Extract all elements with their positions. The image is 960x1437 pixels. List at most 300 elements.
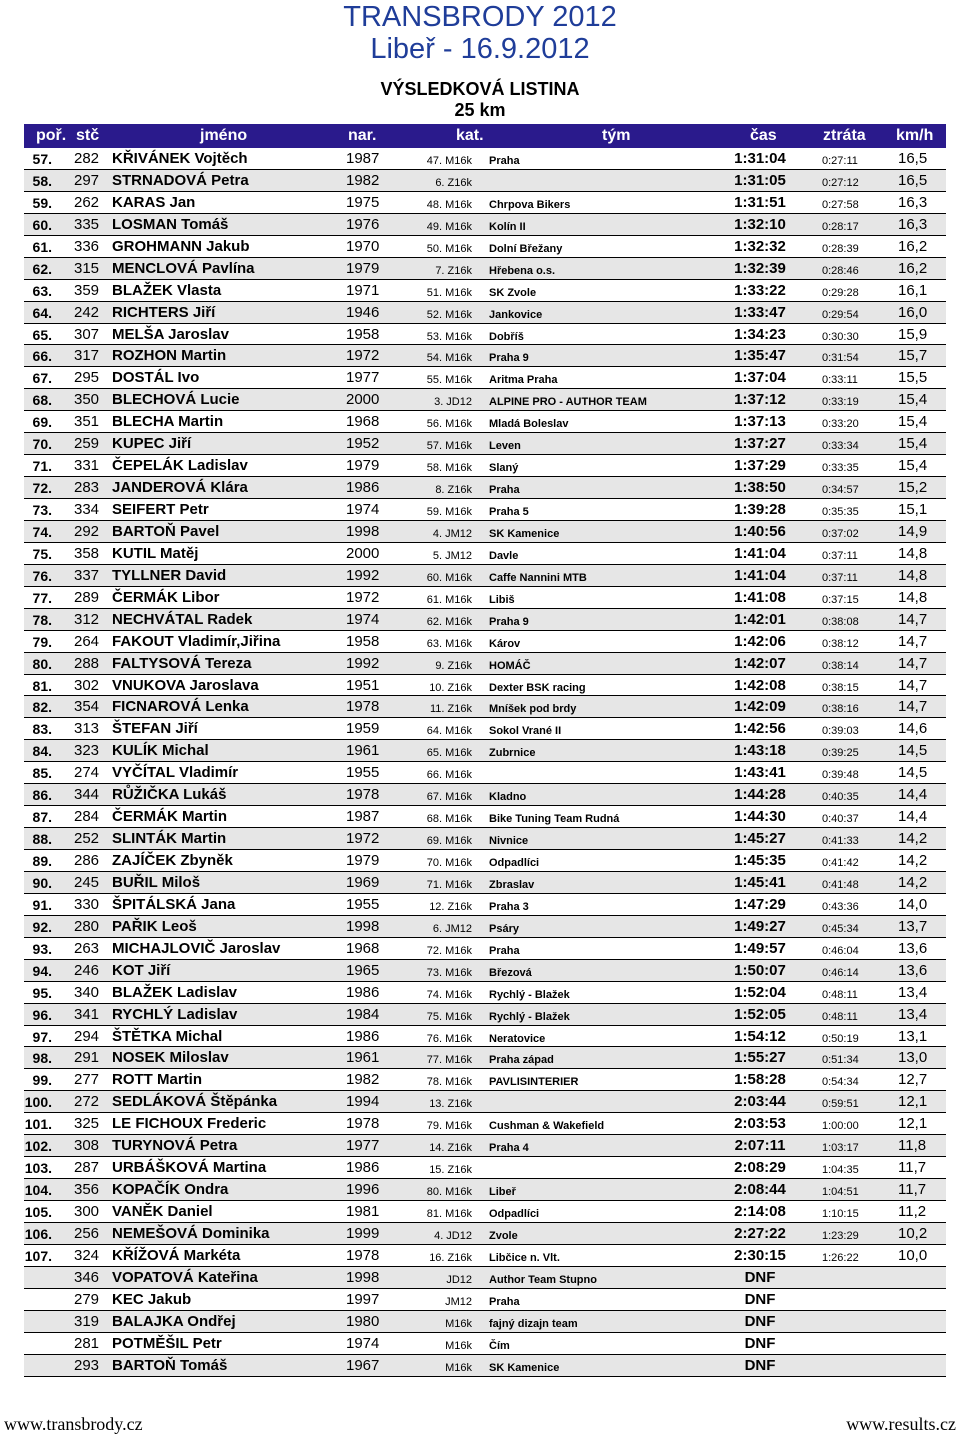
loss-cell: 0:27:12 (822, 176, 859, 189)
category-cell: 76. M16k (426, 1032, 472, 1045)
speed-cell: 16,1 (898, 281, 928, 299)
name-cell: STRNADOVÁ Petra (112, 171, 249, 189)
team-cell: Author Team Stupno (489, 1273, 597, 1286)
birth-year-cell: 1999 (346, 1224, 380, 1242)
loss-cell: 0:29:54 (822, 308, 859, 321)
team-cell: Zbraslav (489, 878, 535, 891)
name-cell: DOSTÁL Ivo (112, 369, 200, 387)
rank-cell: 94. (32, 962, 52, 979)
start-number-cell: 264 (74, 632, 100, 650)
team-cell: Odpadlíci (489, 857, 540, 869)
birth-year-cell: 1986 (346, 1027, 380, 1045)
speed-cell: 11,2 (898, 1203, 927, 1220)
table-row (24, 324, 946, 346)
table-row (24, 850, 946, 872)
time-cell: 1:42:06 (734, 632, 786, 650)
footer-results-link[interactable]: www.results.cz (846, 1414, 956, 1434)
rank-cell: 65. (32, 326, 52, 343)
loss-cell: 0:38:08 (822, 615, 859, 628)
birth-year-cell: 1998 (346, 522, 380, 540)
rank-cell: 62. (32, 260, 52, 277)
birth-year-cell: 1979 (346, 852, 380, 869)
loss-cell: 0:43:36 (822, 900, 859, 913)
category-cell: 52. M16k (426, 308, 472, 321)
birth-year-cell: 1986 (346, 479, 380, 497)
name-cell: ČEPELÁK Ladislav (112, 457, 248, 475)
team-cell: Sokol Vrané II (489, 725, 562, 738)
speed-cell: 14,7 (898, 610, 928, 628)
loss-cell: 1:04:35 (822, 1164, 859, 1177)
name-cell: BLECHOVÁ Lucie (112, 391, 240, 409)
birth-year-cell: 1972 (346, 830, 380, 848)
col-name-header: jméno (200, 127, 248, 144)
category-cell: 3. JD12 (434, 396, 472, 409)
loss-cell: 1:00:00 (822, 1120, 859, 1133)
time-cell: 1:33:47 (734, 303, 786, 321)
team-cell: Aritma Praha (489, 374, 558, 387)
start-number-cell: 295 (74, 369, 100, 387)
table-row (24, 1311, 946, 1333)
speed-cell: 14,6 (898, 720, 928, 738)
speed-cell: 14,8 (898, 588, 928, 606)
team-cell: Caffe Nannini MTB (489, 571, 587, 584)
category-cell: 54. M16k (426, 352, 472, 365)
name-cell: ŠPITÁLSKÁ Jana (112, 895, 236, 913)
loss-cell: 0:54:34 (822, 1076, 859, 1089)
name-cell: MELŠA Jaroslav (112, 325, 229, 343)
time-cell: 2:30:15 (734, 1246, 786, 1264)
birth-year-cell: 1977 (346, 1137, 380, 1155)
time-cell: 1:44:30 (734, 808, 786, 826)
distance-label: 25 km (454, 100, 506, 120)
rank-cell: 75. (32, 545, 52, 562)
start-number-cell: 312 (74, 610, 100, 628)
rank-cell: 72. (32, 480, 52, 497)
loss-cell: 0:39:03 (822, 725, 859, 738)
team-cell: ALPINE PRO - AUTHOR TEAM (489, 396, 647, 409)
time-cell: 1:41:04 (734, 566, 786, 584)
category-cell: 70. M16k (426, 857, 472, 869)
rank-cell: 85. (32, 765, 52, 782)
time-cell: 1:34:23 (734, 325, 786, 343)
time-cell: 1:49:57 (734, 939, 786, 957)
team-cell: Březová (489, 966, 532, 979)
team-cell: SK Zvole (489, 286, 537, 299)
table-row (24, 1069, 946, 1091)
speed-cell: 10,2 (898, 1224, 928, 1242)
rank-cell: 95. (32, 984, 52, 1001)
birth-year-cell: 1996 (346, 1181, 380, 1199)
time-cell: 1:47:29 (734, 895, 786, 913)
team-cell: Hřebena o.s. (489, 264, 556, 277)
team-cell: Cushman & Wakefield (489, 1120, 605, 1133)
start-number-cell: 358 (74, 544, 100, 562)
start-number-cell: 346 (74, 1268, 100, 1286)
category-cell: 69. M16k (426, 835, 472, 848)
col-year-header: nar. (348, 127, 377, 144)
name-cell: POTMĚŠIL Petr (112, 1334, 222, 1352)
birth-year-cell: 1976 (346, 215, 380, 233)
speed-cell: 14,2 (898, 873, 928, 891)
speed-cell: 10,0 (898, 1246, 928, 1264)
loss-cell: 0:31:54 (822, 352, 859, 365)
start-number-cell: 252 (74, 830, 100, 848)
name-cell: ŠTEFAN Jiří (112, 720, 198, 738)
time-cell: 2:08:29 (734, 1159, 786, 1177)
birth-year-cell: 1970 (346, 237, 380, 255)
category-cell: M16k (445, 1361, 472, 1374)
birth-year-cell: 1981 (346, 1203, 380, 1220)
name-cell: PAŘIK Leoš (112, 917, 197, 935)
category-cell: 55. M16k (426, 374, 472, 387)
start-number-cell: 256 (74, 1224, 100, 1242)
team-cell: Psáry (489, 922, 519, 935)
loss-cell: 0:33:19 (822, 396, 859, 409)
loss-cell: 0:33:11 (822, 374, 858, 387)
table-row (24, 1267, 946, 1289)
speed-cell: 14,2 (898, 830, 928, 848)
category-cell: 81. M16k (426, 1208, 472, 1220)
time-cell: 1:37:29 (734, 457, 786, 475)
category-cell: 65. M16k (426, 747, 472, 760)
loss-cell: 0:41:33 (822, 835, 859, 848)
speed-cell: 16,5 (898, 171, 928, 189)
loss-cell: 0:33:34 (822, 440, 859, 453)
name-cell: KEC Jakub (112, 1290, 192, 1308)
table-row (24, 762, 946, 784)
table-row (24, 1091, 946, 1113)
col-cat-header: kat. (456, 127, 484, 144)
table-row (24, 148, 946, 170)
rank-cell: 66. (32, 348, 52, 365)
name-cell: MENCLOVÁ Pavlína (112, 259, 255, 277)
rank-cell: 67. (32, 370, 52, 387)
table-row (24, 1223, 946, 1245)
loss-cell: 0:37:15 (822, 593, 859, 606)
birth-year-cell: 1965 (346, 961, 380, 979)
table-row (24, 587, 946, 609)
start-number-cell: 292 (74, 522, 100, 540)
name-cell: BARTOŇ Tomáš (112, 1356, 228, 1374)
time-cell: 1:31:04 (734, 150, 786, 167)
name-cell: FALTYSOVÁ Tereza (112, 654, 252, 672)
table-row (24, 1135, 946, 1157)
rank-cell: 78. (32, 611, 52, 628)
start-number-cell: 297 (74, 171, 100, 189)
time-cell: 1:33:22 (734, 281, 786, 299)
loss-cell: 0:30:30 (822, 330, 859, 343)
birth-year-cell: 1998 (346, 917, 380, 935)
name-cell: KŘIVÁNEK Vojtěch (112, 150, 248, 167)
rank-cell: 82. (32, 699, 52, 716)
name-cell: RICHTERS Jiří (112, 303, 216, 321)
category-cell: 57. M16k (426, 440, 472, 453)
rank-cell: 61. (32, 238, 52, 255)
start-number-cell: 291 (74, 1049, 100, 1067)
start-number-cell: 359 (74, 281, 100, 299)
birth-year-cell: 1972 (346, 588, 380, 606)
rank-cell: 107. (24, 1247, 52, 1264)
category-cell: 10. Z16k (429, 681, 472, 694)
table-row (24, 960, 946, 982)
time-cell: 1:31:05 (734, 171, 786, 189)
team-cell: Praha 5 (489, 506, 529, 518)
birth-year-cell: 1971 (346, 281, 380, 299)
name-cell: ZAJÍČEK Zbyněk (112, 852, 233, 869)
team-cell: Nivnice (489, 835, 529, 848)
table-row (24, 740, 946, 762)
speed-cell: 16,5 (898, 150, 928, 167)
category-cell: 62. M16k (426, 615, 472, 628)
name-cell: BLAŽEK Ladislav (112, 983, 238, 1001)
table-row (24, 192, 946, 214)
birth-year-cell: 1977 (346, 369, 380, 387)
birth-year-cell: 1986 (346, 983, 380, 1001)
speed-cell: 13,7 (898, 917, 928, 935)
time-cell: 1:52:04 (734, 983, 786, 1001)
table-row (24, 1355, 946, 1377)
rank-cell: 84. (32, 743, 52, 760)
start-number-cell: 245 (74, 873, 100, 891)
birth-year-cell: 1969 (346, 873, 380, 891)
table-row (24, 784, 946, 806)
name-cell: VOPATOVÁ Kateřina (112, 1268, 258, 1286)
rank-cell: 63. (32, 282, 52, 299)
speed-cell: 15,7 (898, 347, 928, 365)
table-row (24, 1333, 946, 1355)
start-number-cell: 334 (74, 501, 100, 518)
table-row (24, 367, 946, 389)
speed-cell: 14,4 (898, 808, 928, 826)
table-row (24, 455, 946, 477)
start-number-cell: 324 (74, 1246, 100, 1264)
team-cell: Praha 3 (489, 900, 529, 913)
table-row (24, 1289, 946, 1311)
time-cell: 1:42:07 (734, 654, 786, 672)
birth-year-cell: 1951 (346, 676, 380, 694)
speed-cell: 16,3 (898, 193, 928, 211)
time-cell: 1:37:13 (734, 413, 786, 431)
time-cell: 1:42:08 (734, 676, 786, 694)
rank-cell: 96. (32, 1006, 52, 1023)
start-number-cell: 330 (74, 895, 100, 913)
footer-transbrody-link[interactable]: www.transbrody.cz (4, 1414, 143, 1434)
category-cell: 60. M16k (426, 571, 472, 584)
speed-cell: 15,2 (898, 479, 928, 497)
birth-year-cell: 1982 (346, 1071, 380, 1089)
table-row (24, 872, 946, 894)
loss-cell: 0:37:11 (822, 571, 858, 584)
birth-year-cell: 1978 (346, 1115, 380, 1133)
team-cell: fajný dizajn team (489, 1317, 578, 1330)
time-cell: 1:40:56 (734, 522, 786, 540)
loss-cell: 0:50:19 (822, 1032, 859, 1045)
name-cell: VYČÍTAL Vladimír (112, 764, 239, 782)
start-number-cell: 313 (74, 720, 100, 738)
start-number-cell: 350 (74, 391, 100, 409)
loss-cell: 0:38:14 (822, 659, 859, 672)
time-cell: DNF (744, 1312, 776, 1330)
rank-cell: 100. (24, 1094, 52, 1111)
loss-cell: 0:41:42 (822, 857, 859, 869)
rank-cell: 105. (24, 1204, 52, 1220)
time-cell: 1:44:28 (734, 786, 786, 804)
name-cell: ČERMÁK Martin (112, 808, 227, 826)
name-cell: ŠTĚTKA Michal (112, 1027, 223, 1045)
loss-cell: 0:35:35 (822, 506, 859, 518)
name-cell: NECHVÁTAL Radek (112, 610, 253, 628)
start-number-cell: 277 (74, 1071, 100, 1089)
category-cell: 67. M16k (426, 791, 472, 804)
speed-cell: 14,8 (898, 566, 928, 584)
birth-year-cell: 1974 (346, 1334, 380, 1352)
rank-cell: 102. (24, 1138, 52, 1155)
team-cell: Praha 9 (489, 352, 529, 365)
category-cell: 63. M16k (426, 637, 472, 650)
category-cell: 64. M16k (426, 725, 472, 738)
speed-cell: 14,5 (898, 742, 928, 760)
category-cell: M16k (445, 1317, 472, 1330)
name-cell: KARAS Jan (112, 193, 196, 211)
table-row (24, 433, 946, 455)
table-row (24, 543, 946, 565)
start-number-cell: 336 (74, 237, 100, 255)
speed-cell: 16,3 (898, 215, 928, 233)
category-cell: 80. M16k (426, 1186, 472, 1199)
category-cell: 68. M16k (426, 813, 472, 826)
rank-cell: 90. (32, 874, 52, 891)
speed-cell: 14,7 (898, 676, 928, 694)
start-number-cell: 351 (74, 413, 100, 431)
category-cell: 4. JD12 (434, 1229, 472, 1242)
team-cell: Leven (489, 440, 521, 453)
category-cell: 9. Z16k (435, 659, 472, 672)
category-cell: 8. Z16k (435, 484, 472, 497)
speed-cell: 11,7 (898, 1159, 927, 1177)
table-row (24, 1245, 946, 1267)
start-number-cell: 286 (74, 852, 100, 869)
birth-year-cell: 1978 (346, 698, 380, 716)
name-cell: BLECHA Martin (112, 413, 224, 431)
birth-year-cell: 1994 (346, 1093, 380, 1111)
team-cell: SK Kamenice (489, 1361, 560, 1374)
rank-cell: 70. (32, 436, 52, 453)
birth-year-cell: 2000 (346, 391, 380, 409)
loss-cell: 0:39:25 (822, 747, 859, 760)
team-cell: Slaný (489, 462, 519, 475)
name-cell: KUPEC Jiří (112, 435, 192, 453)
birth-year-cell: 1974 (346, 501, 380, 518)
team-cell: Mníšek pod brdy (489, 703, 577, 716)
name-cell: GROHMANN Jakub (112, 237, 250, 255)
time-cell: 1:38:50 (734, 479, 786, 497)
category-cell: 6. Z16k (435, 176, 472, 189)
time-cell: 1:43:41 (734, 764, 786, 782)
birth-year-cell: 1984 (346, 1005, 380, 1023)
speed-cell: 15,4 (898, 391, 928, 409)
loss-cell: 0:59:51 (822, 1098, 859, 1111)
time-cell: DNF (744, 1334, 776, 1352)
birth-year-cell: 1946 (346, 303, 380, 321)
time-cell: 1:39:28 (734, 501, 786, 518)
rank-cell: 97. (32, 1028, 52, 1045)
name-cell: RŮŽIČKA Lukáš (112, 786, 227, 804)
time-cell: 2:03:53 (734, 1115, 786, 1133)
loss-cell: 0:48:11 (822, 1010, 858, 1023)
start-number-cell: 246 (74, 961, 100, 979)
loss-cell: 0:46:04 (822, 944, 859, 957)
category-cell: 49. M16k (426, 220, 472, 233)
birth-year-cell: 1975 (346, 193, 380, 211)
col-rank-header: poř. (36, 127, 67, 144)
time-cell: 1:35:47 (734, 347, 786, 365)
rank-cell: 74. (32, 523, 52, 540)
birth-year-cell: 2000 (346, 544, 380, 562)
team-cell: Dexter BSK racing (489, 681, 586, 694)
name-cell: TURYNOVÁ Petra (112, 1137, 238, 1155)
table-row (24, 718, 946, 740)
rank-cell: 87. (32, 809, 52, 826)
table-row (24, 609, 946, 631)
speed-cell: 16,2 (898, 259, 928, 277)
event-subtitle: Libeř - 16.9.2012 (370, 33, 590, 65)
team-cell: Praha (489, 1295, 520, 1308)
rank-cell: 80. (32, 655, 52, 672)
category-cell: JD12 (446, 1273, 472, 1286)
loss-cell: 0:27:58 (822, 198, 859, 211)
time-cell: 1:41:04 (734, 544, 786, 562)
rank-cell: 101. (24, 1116, 52, 1133)
start-number-cell: 279 (74, 1290, 100, 1308)
table-row (24, 302, 946, 324)
category-cell: 12. Z16k (429, 900, 472, 913)
table-row (24, 1157, 946, 1179)
time-cell: DNF (744, 1290, 776, 1308)
col-start-header: stč (76, 127, 100, 144)
time-cell: 1:55:27 (734, 1049, 786, 1067)
time-cell: 2:07:11 (734, 1137, 786, 1155)
category-cell: 14. Z16k (429, 1142, 472, 1155)
table-header (24, 124, 946, 148)
category-cell: 13. Z16k (429, 1098, 472, 1111)
birth-year-cell: 1982 (346, 171, 380, 189)
time-cell: 1:45:27 (734, 830, 786, 848)
start-number-cell: 344 (74, 786, 100, 804)
team-cell: Čím (489, 1339, 510, 1352)
rank-cell: 83. (32, 721, 52, 738)
speed-cell: 15,5 (898, 369, 928, 387)
table-row (24, 1004, 946, 1026)
start-number-cell: 315 (74, 259, 100, 277)
team-cell: Praha (489, 484, 520, 497)
speed-cell: 12,1 (898, 1093, 928, 1111)
speed-cell: 14,2 (898, 852, 928, 869)
team-cell: Davle (489, 549, 519, 562)
start-number-cell: 263 (74, 939, 100, 957)
loss-cell: 0:37:02 (822, 527, 859, 540)
table-row (24, 236, 946, 258)
rank-cell: 99. (32, 1072, 52, 1089)
rank-cell: 58. (32, 172, 52, 189)
speed-cell: 14,7 (898, 654, 928, 672)
rank-cell: 98. (32, 1050, 52, 1067)
birth-year-cell: 1978 (346, 786, 380, 804)
start-number-cell: 354 (74, 698, 100, 716)
speed-cell: 13,4 (898, 1005, 928, 1023)
name-cell: BALAJKA Ondřej (112, 1312, 236, 1330)
speed-cell: 15,4 (898, 457, 928, 475)
name-cell: NEMEŠOVÁ Dominika (112, 1224, 270, 1242)
